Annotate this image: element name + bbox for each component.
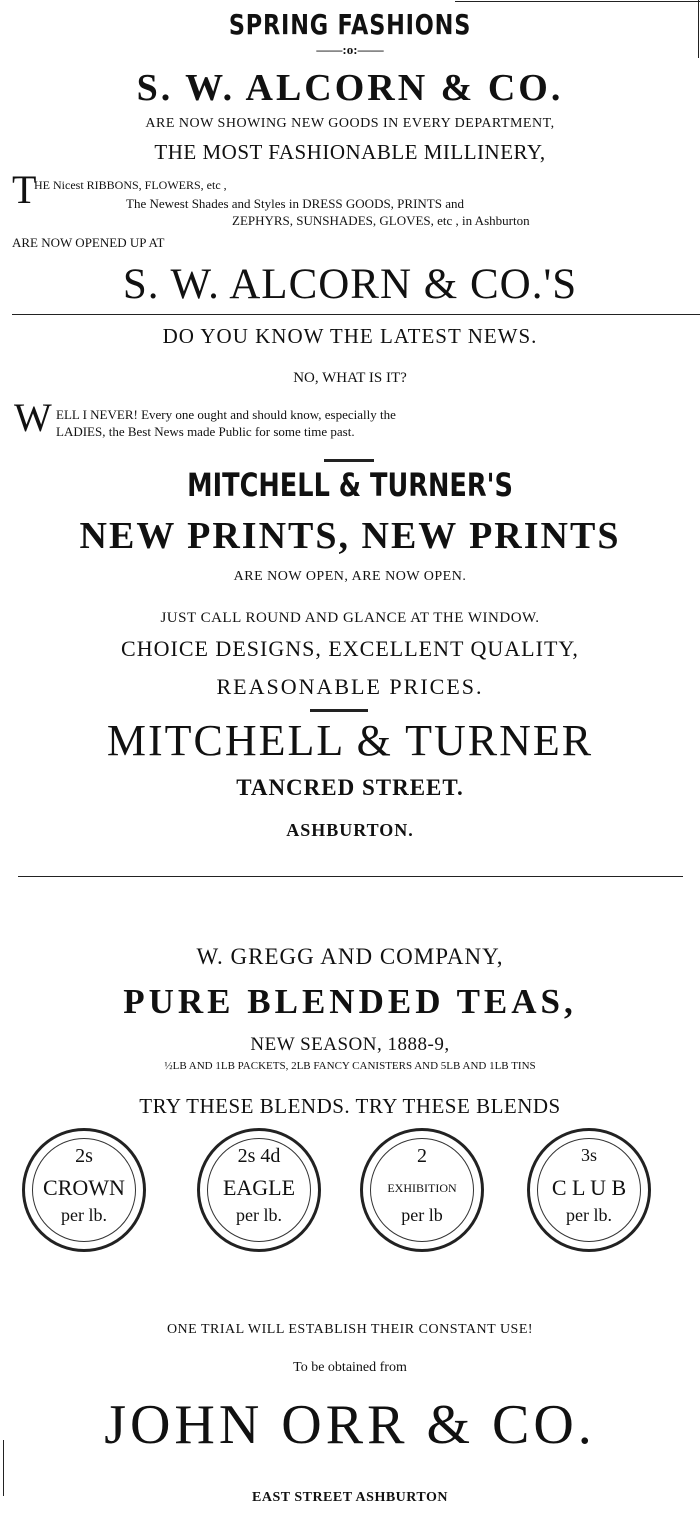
mitchell-answer: NO, WHAT IS IT? xyxy=(293,370,407,386)
gregg-product: PURE BLENDED TEAS, xyxy=(123,982,577,1021)
mitchell-open-line: ARE NOW OPEN, ARE NOW OPEN. xyxy=(233,569,467,584)
seal-unit: per lb. xyxy=(566,1205,612,1225)
seller-name: JOHN ORR & CO. xyxy=(104,1394,596,1456)
mitchell-choice-line: CHOICE DESIGNS, EXCELLENT QUALITY, xyxy=(121,636,579,661)
seal-unit: per lb xyxy=(401,1205,443,1225)
mitchell-reasonable-line: REASONABLE PRICES. xyxy=(216,674,484,699)
left-edge-rule xyxy=(3,1440,4,1496)
alcorn-shades-line: The Newest Shades and Styles in DRESS GOODS, PRINTS and xyxy=(126,196,464,211)
seal-price: 2s 4d xyxy=(237,1145,281,1167)
alcorn-firm-name: S. W. ALCORN & CO. xyxy=(136,67,564,109)
ornament-dash-1 xyxy=(324,459,374,462)
alcorn-ornament: ——:o:—— xyxy=(316,42,384,57)
alcorn-headline: SPRING FASHIONS xyxy=(228,8,472,41)
mitchell-street: TANCRED STREET. xyxy=(236,775,464,800)
top-rule xyxy=(455,1,700,2)
seal-price: 3s xyxy=(580,1145,597,1165)
gregg-season: NEW SEASON, 1888-9, xyxy=(250,1034,450,1055)
seal-unit: per lb. xyxy=(61,1205,107,1225)
gregg-try-line: TRY THESE BLENDS. TRY THESE BLENDS xyxy=(139,1094,561,1118)
alcorn-drop-cap: T xyxy=(12,167,37,212)
seller-address: EAST STREET ASHBURTON xyxy=(252,1490,448,1505)
tea-seal-exhibition xyxy=(360,1128,484,1252)
seal-name: EAGLE xyxy=(222,1175,296,1200)
mitchell-names: MITCHELL & TURNER'S xyxy=(187,466,513,504)
seal-name: EXHIBITION xyxy=(387,1181,457,1195)
seal-name: C L U B xyxy=(551,1175,627,1200)
mitchell-prints: NEW PRINTS, NEW PRINTS xyxy=(79,515,621,557)
divider-rule-2 xyxy=(18,876,683,877)
seal-price: 2s xyxy=(75,1145,93,1167)
gregg-firm-name: W. GREGG AND COMPANY, xyxy=(196,944,504,969)
mitchell-never-line-1: ELL I NEVER! Every one ought and should know, especially the xyxy=(56,407,396,422)
mitchell-firm-name: MITCHELL & TURNER xyxy=(106,716,594,765)
gregg-obtained-line: To be obtained from xyxy=(293,1360,407,1375)
alcorn-showing-line: ARE NOW SHOWING NEW GOODS IN EVERY DEPARTMENT, xyxy=(145,116,555,131)
divider-rule-1 xyxy=(12,314,700,315)
alcorn-zephyrs-line: ZEPHYRS, SUNSHADES, GLOVES, etc , in Ashburton xyxy=(232,213,530,228)
mitchell-never-line-2: LADIES, the Best News made Public for some time past. xyxy=(56,424,355,439)
mitchell-glance-line: JUST CALL ROUND AND GLANCE AT THE WINDOW. xyxy=(160,610,540,626)
alcorn-firm-possessive: S. W. ALCORN & CO.'S xyxy=(122,261,578,308)
seal-price: 2 xyxy=(417,1145,427,1167)
mitchell-town: ASHBURTON. xyxy=(286,820,414,840)
alcorn-ribbons-line: HE Nicest RIBBONS, FLOWERS, etc , xyxy=(34,178,227,192)
tea-seal-eagle xyxy=(197,1128,321,1252)
ornament-dash-2 xyxy=(310,709,368,712)
tea-seal-crown xyxy=(22,1128,146,1252)
gregg-trial-line: ONE TRIAL WILL ESTABLISH THEIR CONSTANT USE! xyxy=(166,1322,534,1337)
mitchell-question: DO YOU KNOW THE LATEST NEWS. xyxy=(162,324,538,348)
mitchell-drop-cap: W xyxy=(14,395,52,440)
alcorn-millinery-line: THE MOST FASHIONABLE MILLINERY, xyxy=(154,140,546,164)
seal-name: CROWN xyxy=(43,1175,125,1200)
gregg-packets-line: ½LB AND 1LB PACKETS, 2LB FANCY CANISTERS AND 5LB AND 1LB TINS xyxy=(164,1060,536,1072)
seal-unit: per lb. xyxy=(236,1205,282,1225)
tea-seal-club xyxy=(527,1128,651,1252)
alcorn-opened-line: ARE NOW OPENED UP AT xyxy=(12,235,165,250)
